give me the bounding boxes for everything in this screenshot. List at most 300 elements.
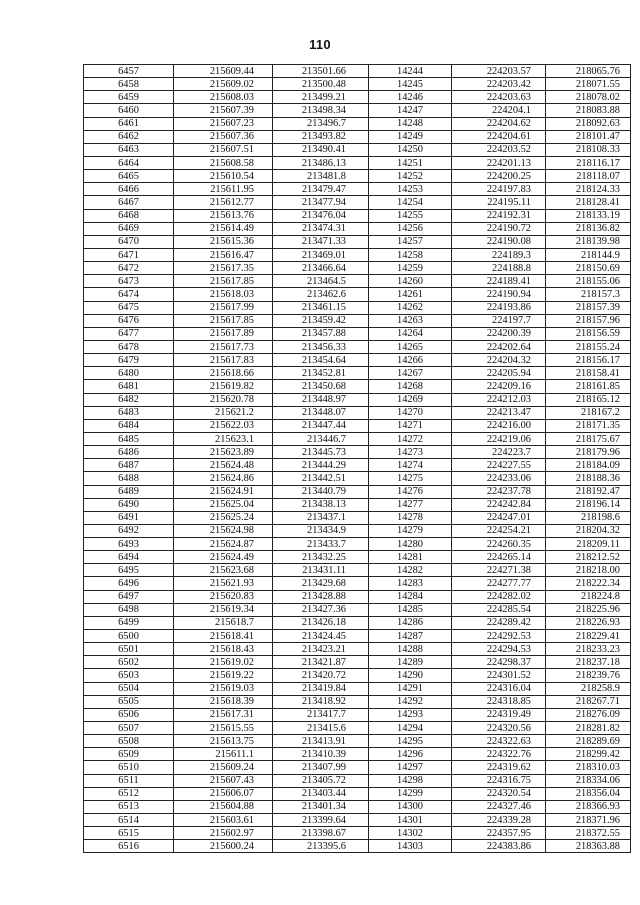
point-id-cell: 14285 xyxy=(369,603,452,616)
x-coordinate-cell: 215612.77 xyxy=(174,196,273,209)
point-id-cell: 6498 xyxy=(84,603,174,616)
y-coordinate-cell: 218179.96 xyxy=(546,446,631,459)
point-id-cell: 14245 xyxy=(369,78,452,91)
table-row xyxy=(84,156,631,169)
x-coordinate-cell: 215615.36 xyxy=(174,235,273,248)
y-coordinate-cell: 218299.42 xyxy=(546,748,631,761)
x-coordinate-cell: 224213.47 xyxy=(452,406,546,419)
point-id-cell: 6473 xyxy=(84,275,174,288)
point-id-cell: 14250 xyxy=(369,143,452,156)
x-coordinate-cell: 215610.54 xyxy=(174,170,273,183)
x-coordinate-cell: 215617.35 xyxy=(174,262,273,275)
table-row xyxy=(84,446,631,459)
x-coordinate-cell: 215624.48 xyxy=(174,459,273,472)
point-id-cell: 14299 xyxy=(369,787,452,800)
y-coordinate-cell: 218224.8 xyxy=(546,590,631,603)
x-coordinate-cell: 215623.1 xyxy=(174,432,273,445)
y-coordinate-cell: 213459.42 xyxy=(273,314,369,327)
y-coordinate-cell: 218356.04 xyxy=(546,787,631,800)
x-coordinate-cell: 224316.75 xyxy=(452,774,546,787)
x-coordinate-cell: 215617.85 xyxy=(174,314,273,327)
x-coordinate-cell: 215606.07 xyxy=(174,787,273,800)
point-id-cell: 6503 xyxy=(84,669,174,682)
x-coordinate-cell: 224319.62 xyxy=(452,761,546,774)
point-id-cell: 14263 xyxy=(369,314,452,327)
x-coordinate-cell: 224320.54 xyxy=(452,787,546,800)
y-coordinate-cell: 213493.82 xyxy=(273,130,369,143)
table-row xyxy=(84,367,631,380)
point-id-cell: 6469 xyxy=(84,222,174,235)
point-id-cell: 14300 xyxy=(369,800,452,813)
y-coordinate-cell: 218218.00 xyxy=(546,564,631,577)
x-coordinate-cell: 215607.36 xyxy=(174,130,273,143)
y-coordinate-cell: 213410.39 xyxy=(273,748,369,761)
x-coordinate-cell: 215607.43 xyxy=(174,774,273,787)
point-id-cell: 6512 xyxy=(84,787,174,800)
point-id-cell: 14269 xyxy=(369,393,452,406)
point-id-cell: 14259 xyxy=(369,262,452,275)
x-coordinate-cell: 224204.1 xyxy=(452,104,546,117)
table-row xyxy=(84,472,631,485)
y-coordinate-cell: 213442.51 xyxy=(273,472,369,485)
point-id-cell: 14248 xyxy=(369,117,452,130)
y-coordinate-cell: 213490.41 xyxy=(273,143,369,156)
point-id-cell: 6514 xyxy=(84,814,174,827)
y-coordinate-cell: 213428.88 xyxy=(273,590,369,603)
x-coordinate-cell: 224271.38 xyxy=(452,564,546,577)
x-coordinate-cell: 215609.02 xyxy=(174,78,273,91)
y-coordinate-cell: 218289.69 xyxy=(546,735,631,748)
point-id-cell: 6461 xyxy=(84,117,174,130)
table-row xyxy=(84,814,631,827)
x-coordinate-cell: 215616.47 xyxy=(174,248,273,261)
point-id-cell: 6483 xyxy=(84,406,174,419)
point-id-cell: 6496 xyxy=(84,577,174,590)
x-coordinate-cell: 215619.03 xyxy=(174,682,273,695)
x-coordinate-cell: 224193.86 xyxy=(452,301,546,314)
x-coordinate-cell: 215623.68 xyxy=(174,564,273,577)
point-id-cell: 6485 xyxy=(84,432,174,445)
table-row xyxy=(84,840,631,853)
table-row xyxy=(84,708,631,721)
point-id-cell: 14302 xyxy=(369,827,452,840)
x-coordinate-cell: 224189.41 xyxy=(452,275,546,288)
point-id-cell: 6495 xyxy=(84,564,174,577)
x-coordinate-cell: 224195.11 xyxy=(452,196,546,209)
y-coordinate-cell: 213456.33 xyxy=(273,340,369,353)
x-coordinate-cell: 224316.04 xyxy=(452,682,546,695)
table-row xyxy=(84,78,631,91)
table-row xyxy=(84,65,631,78)
point-id-cell: 14286 xyxy=(369,616,452,629)
table-row xyxy=(84,170,631,183)
point-id-cell: 14291 xyxy=(369,682,452,695)
point-id-cell: 14281 xyxy=(369,551,452,564)
point-id-cell: 6515 xyxy=(84,827,174,840)
table-row xyxy=(84,380,631,393)
y-coordinate-cell: 218225.96 xyxy=(546,603,631,616)
table-row xyxy=(84,459,631,472)
x-coordinate-cell: 224192.31 xyxy=(452,209,546,222)
x-coordinate-cell: 224197.7 xyxy=(452,314,546,327)
y-coordinate-cell: 213401.34 xyxy=(273,800,369,813)
y-coordinate-cell: 218372.55 xyxy=(546,827,631,840)
point-id-cell: 6482 xyxy=(84,393,174,406)
x-coordinate-cell: 224339.28 xyxy=(452,814,546,827)
table-row xyxy=(84,406,631,419)
point-id-cell: 6489 xyxy=(84,485,174,498)
table-row xyxy=(84,354,631,367)
y-coordinate-cell: 213477.94 xyxy=(273,196,369,209)
point-id-cell: 6484 xyxy=(84,419,174,432)
x-coordinate-cell: 215618.43 xyxy=(174,643,273,656)
x-coordinate-cell: 224203.63 xyxy=(452,91,546,104)
point-id-cell: 14297 xyxy=(369,761,452,774)
point-id-cell: 14274 xyxy=(369,459,452,472)
y-coordinate-cell: 218150.69 xyxy=(546,262,631,275)
y-coordinate-cell: 218366.93 xyxy=(546,800,631,813)
x-coordinate-cell: 224203.57 xyxy=(452,65,546,78)
x-coordinate-cell: 215604.88 xyxy=(174,800,273,813)
point-id-cell: 14257 xyxy=(369,235,452,248)
point-id-cell: 14284 xyxy=(369,590,452,603)
x-coordinate-cell: 215624.98 xyxy=(174,524,273,537)
x-coordinate-cell: 215623.89 xyxy=(174,446,273,459)
y-coordinate-cell: 213431.11 xyxy=(273,564,369,577)
x-coordinate-cell: 215624.87 xyxy=(174,538,273,551)
y-coordinate-cell: 213413.91 xyxy=(273,735,369,748)
point-id-cell: 14282 xyxy=(369,564,452,577)
point-id-cell: 6509 xyxy=(84,748,174,761)
point-id-cell: 6479 xyxy=(84,354,174,367)
x-coordinate-cell: 224237.78 xyxy=(452,485,546,498)
y-coordinate-cell: 218239.76 xyxy=(546,669,631,682)
y-coordinate-cell: 218237.18 xyxy=(546,656,631,669)
point-id-cell: 6476 xyxy=(84,314,174,327)
y-coordinate-cell: 218124.33 xyxy=(546,183,631,196)
y-coordinate-cell: 218155.06 xyxy=(546,275,631,288)
point-id-cell: 6490 xyxy=(84,498,174,511)
x-coordinate-cell: 215617.73 xyxy=(174,340,273,353)
point-id-cell: 14270 xyxy=(369,406,452,419)
y-coordinate-cell: 218071.55 xyxy=(546,78,631,91)
point-id-cell: 14260 xyxy=(369,275,452,288)
point-id-cell: 14251 xyxy=(369,156,452,169)
table-row xyxy=(84,222,631,235)
x-coordinate-cell: 224209.16 xyxy=(452,380,546,393)
y-coordinate-cell: 213417.7 xyxy=(273,708,369,721)
y-coordinate-cell: 213452.81 xyxy=(273,367,369,380)
table-row xyxy=(84,262,631,275)
y-coordinate-cell: 218175.67 xyxy=(546,432,631,445)
x-coordinate-cell: 224260.35 xyxy=(452,538,546,551)
table-row xyxy=(84,235,631,248)
x-coordinate-cell: 224277.77 xyxy=(452,577,546,590)
x-coordinate-cell: 215618.03 xyxy=(174,288,273,301)
x-coordinate-cell: 224327.46 xyxy=(452,800,546,813)
table-row xyxy=(84,669,631,682)
x-coordinate-cell: 215620.83 xyxy=(174,590,273,603)
x-coordinate-cell: 224227.55 xyxy=(452,459,546,472)
y-coordinate-cell: 213471.33 xyxy=(273,235,369,248)
point-id-cell: 6472 xyxy=(84,262,174,275)
point-id-cell: 6513 xyxy=(84,800,174,813)
x-coordinate-cell: 224205.94 xyxy=(452,367,546,380)
y-coordinate-cell: 213444.29 xyxy=(273,459,369,472)
y-coordinate-cell: 213448.07 xyxy=(273,406,369,419)
x-coordinate-cell: 215613.75 xyxy=(174,735,273,748)
table-row xyxy=(84,787,631,800)
y-coordinate-cell: 213486.13 xyxy=(273,156,369,169)
y-coordinate-cell: 218144.9 xyxy=(546,248,631,261)
point-id-cell: 14298 xyxy=(369,774,452,787)
table-row xyxy=(84,551,631,564)
point-id-cell: 6468 xyxy=(84,209,174,222)
y-coordinate-cell: 218156.17 xyxy=(546,354,631,367)
point-id-cell: 6478 xyxy=(84,340,174,353)
point-id-cell: 14283 xyxy=(369,577,452,590)
y-coordinate-cell: 218108.33 xyxy=(546,143,631,156)
coordinate-table-body xyxy=(84,65,631,853)
x-coordinate-cell: 215608.58 xyxy=(174,156,273,169)
table-row xyxy=(84,722,631,735)
y-coordinate-cell: 213445.73 xyxy=(273,446,369,459)
table-row xyxy=(84,393,631,406)
point-id-cell: 6487 xyxy=(84,459,174,472)
y-coordinate-cell: 213450.68 xyxy=(273,380,369,393)
y-coordinate-cell: 213395.6 xyxy=(273,840,369,853)
x-coordinate-cell: 224233.06 xyxy=(452,472,546,485)
x-coordinate-cell: 215618.66 xyxy=(174,367,273,380)
y-coordinate-cell: 218167.2 xyxy=(546,406,631,419)
point-id-cell: 14301 xyxy=(369,814,452,827)
x-coordinate-cell: 215611.1 xyxy=(174,748,273,761)
y-coordinate-cell: 213447.44 xyxy=(273,419,369,432)
point-id-cell: 6459 xyxy=(84,91,174,104)
y-coordinate-cell: 218157.96 xyxy=(546,314,631,327)
y-coordinate-cell: 218078.02 xyxy=(546,91,631,104)
x-coordinate-cell: 224203.42 xyxy=(452,78,546,91)
x-coordinate-cell: 215622.03 xyxy=(174,419,273,432)
x-coordinate-cell: 224322.63 xyxy=(452,735,546,748)
table-row xyxy=(84,248,631,261)
y-coordinate-cell: 218310.03 xyxy=(546,761,631,774)
point-id-cell: 14287 xyxy=(369,630,452,643)
y-coordinate-cell: 213437.1 xyxy=(273,511,369,524)
table-row xyxy=(84,590,631,603)
table-row xyxy=(84,761,631,774)
y-coordinate-cell: 213440.79 xyxy=(273,485,369,498)
x-coordinate-cell: 224319.49 xyxy=(452,708,546,721)
page-number: 110 xyxy=(309,37,331,52)
point-id-cell: 14264 xyxy=(369,327,452,340)
y-coordinate-cell: 213446.7 xyxy=(273,432,369,445)
point-id-cell: 14296 xyxy=(369,748,452,761)
table-row xyxy=(84,340,631,353)
table-row xyxy=(84,524,631,537)
table-row xyxy=(84,616,631,629)
point-id-cell: 14275 xyxy=(369,472,452,485)
x-coordinate-cell: 215617.85 xyxy=(174,275,273,288)
x-coordinate-cell: 224301.52 xyxy=(452,669,546,682)
point-id-cell: 14247 xyxy=(369,104,452,117)
table-row xyxy=(84,419,631,432)
y-coordinate-cell: 218258.9 xyxy=(546,682,631,695)
x-coordinate-cell: 215621.93 xyxy=(174,577,273,590)
point-id-cell: 14293 xyxy=(369,708,452,721)
y-coordinate-cell: 213429.68 xyxy=(273,577,369,590)
y-coordinate-cell: 218157.3 xyxy=(546,288,631,301)
x-coordinate-cell: 224223.7 xyxy=(452,446,546,459)
y-coordinate-cell: 218156.59 xyxy=(546,327,631,340)
y-coordinate-cell: 213403.44 xyxy=(273,787,369,800)
y-coordinate-cell: 213500.48 xyxy=(273,78,369,91)
x-coordinate-cell: 215620.78 xyxy=(174,393,273,406)
y-coordinate-cell: 213479.47 xyxy=(273,183,369,196)
x-coordinate-cell: 224282.02 xyxy=(452,590,546,603)
point-id-cell: 14266 xyxy=(369,354,452,367)
point-id-cell: 14256 xyxy=(369,222,452,235)
point-id-cell: 6470 xyxy=(84,235,174,248)
x-coordinate-cell: 215619.34 xyxy=(174,603,273,616)
point-id-cell: 6500 xyxy=(84,630,174,643)
table-row xyxy=(84,183,631,196)
table-row xyxy=(84,577,631,590)
x-coordinate-cell: 224216.00 xyxy=(452,419,546,432)
y-coordinate-cell: 218101.47 xyxy=(546,130,631,143)
table-row xyxy=(84,301,631,314)
x-coordinate-cell: 215624.86 xyxy=(174,472,273,485)
table-row xyxy=(84,774,631,787)
x-coordinate-cell: 215609.44 xyxy=(174,65,273,78)
point-id-cell: 14294 xyxy=(369,722,452,735)
y-coordinate-cell: 213424.45 xyxy=(273,630,369,643)
table-row xyxy=(84,630,631,643)
point-id-cell: 14277 xyxy=(369,498,452,511)
y-coordinate-cell: 218158.41 xyxy=(546,367,631,380)
point-id-cell: 6477 xyxy=(84,327,174,340)
x-coordinate-cell: 215617.83 xyxy=(174,354,273,367)
point-id-cell: 6493 xyxy=(84,538,174,551)
y-coordinate-cell: 218188.36 xyxy=(546,472,631,485)
x-coordinate-cell: 215600.24 xyxy=(174,840,273,853)
table-row xyxy=(84,117,631,130)
point-id-cell: 14303 xyxy=(369,840,452,853)
table-row xyxy=(84,695,631,708)
point-id-cell: 6462 xyxy=(84,130,174,143)
table-row xyxy=(84,91,631,104)
point-id-cell: 14276 xyxy=(369,485,452,498)
table-row xyxy=(84,735,631,748)
coordinate-table xyxy=(83,64,631,853)
point-id-cell: 14280 xyxy=(369,538,452,551)
table-row xyxy=(84,327,631,340)
point-id-cell: 6486 xyxy=(84,446,174,459)
table-row xyxy=(84,314,631,327)
point-id-cell: 14246 xyxy=(369,91,452,104)
y-coordinate-cell: 218204.32 xyxy=(546,524,631,537)
point-id-cell: 14271 xyxy=(369,419,452,432)
table-row xyxy=(84,275,631,288)
point-id-cell: 6471 xyxy=(84,248,174,261)
y-coordinate-cell: 213426.18 xyxy=(273,616,369,629)
x-coordinate-cell: 224292.53 xyxy=(452,630,546,643)
x-coordinate-cell: 224294.53 xyxy=(452,643,546,656)
table-row xyxy=(84,196,631,209)
x-coordinate-cell: 224320.56 xyxy=(452,722,546,735)
point-id-cell: 6502 xyxy=(84,656,174,669)
point-id-cell: 14249 xyxy=(369,130,452,143)
point-id-cell: 14252 xyxy=(369,170,452,183)
point-id-cell: 6481 xyxy=(84,380,174,393)
y-coordinate-cell: 218161.85 xyxy=(546,380,631,393)
x-coordinate-cell: 224190.94 xyxy=(452,288,546,301)
point-id-cell: 6501 xyxy=(84,643,174,656)
point-id-cell: 6488 xyxy=(84,472,174,485)
point-id-cell: 14292 xyxy=(369,695,452,708)
coordinate-table-container xyxy=(83,64,630,853)
y-coordinate-cell: 213434.9 xyxy=(273,524,369,537)
y-coordinate-cell: 218229.41 xyxy=(546,630,631,643)
x-coordinate-cell: 215617.89 xyxy=(174,327,273,340)
point-id-cell: 14295 xyxy=(369,735,452,748)
x-coordinate-cell: 224200.39 xyxy=(452,327,546,340)
point-id-cell: 6480 xyxy=(84,367,174,380)
y-coordinate-cell: 213420.72 xyxy=(273,669,369,682)
x-coordinate-cell: 224219.06 xyxy=(452,432,546,445)
x-coordinate-cell: 215618.41 xyxy=(174,630,273,643)
table-row xyxy=(84,656,631,669)
y-coordinate-cell: 213462.6 xyxy=(273,288,369,301)
table-row xyxy=(84,682,631,695)
point-id-cell: 6491 xyxy=(84,511,174,524)
x-coordinate-cell: 215607.51 xyxy=(174,143,273,156)
y-coordinate-cell: 213415.6 xyxy=(273,722,369,735)
point-id-cell: 6507 xyxy=(84,722,174,735)
y-coordinate-cell: 213427.36 xyxy=(273,603,369,616)
x-coordinate-cell: 215615.55 xyxy=(174,722,273,735)
y-coordinate-cell: 218233.23 xyxy=(546,643,631,656)
y-coordinate-cell: 218139.98 xyxy=(546,235,631,248)
y-coordinate-cell: 218184.09 xyxy=(546,459,631,472)
y-coordinate-cell: 213398.67 xyxy=(273,827,369,840)
point-id-cell: 14289 xyxy=(369,656,452,669)
x-coordinate-cell: 215609.24 xyxy=(174,761,273,774)
table-row xyxy=(84,643,631,656)
x-coordinate-cell: 224357.95 xyxy=(452,827,546,840)
y-coordinate-cell: 218133.19 xyxy=(546,209,631,222)
x-coordinate-cell: 224188.8 xyxy=(452,262,546,275)
table-row xyxy=(84,104,631,117)
x-coordinate-cell: 215619.22 xyxy=(174,669,273,682)
x-coordinate-cell: 215618.7 xyxy=(174,616,273,629)
x-coordinate-cell: 215619.82 xyxy=(174,380,273,393)
y-coordinate-cell: 218157.39 xyxy=(546,301,631,314)
x-coordinate-cell: 215624.91 xyxy=(174,485,273,498)
table-row xyxy=(84,564,631,577)
y-coordinate-cell: 213438.13 xyxy=(273,498,369,511)
x-coordinate-cell: 224204.62 xyxy=(452,117,546,130)
x-coordinate-cell: 215625.04 xyxy=(174,498,273,511)
y-coordinate-cell: 218334.06 xyxy=(546,774,631,787)
y-coordinate-cell: 213499.21 xyxy=(273,91,369,104)
point-id-cell: 6492 xyxy=(84,524,174,537)
point-id-cell: 14267 xyxy=(369,367,452,380)
y-coordinate-cell: 218276.09 xyxy=(546,708,631,721)
point-id-cell: 6465 xyxy=(84,170,174,183)
point-id-cell: 14290 xyxy=(369,669,452,682)
x-coordinate-cell: 215607.39 xyxy=(174,104,273,117)
